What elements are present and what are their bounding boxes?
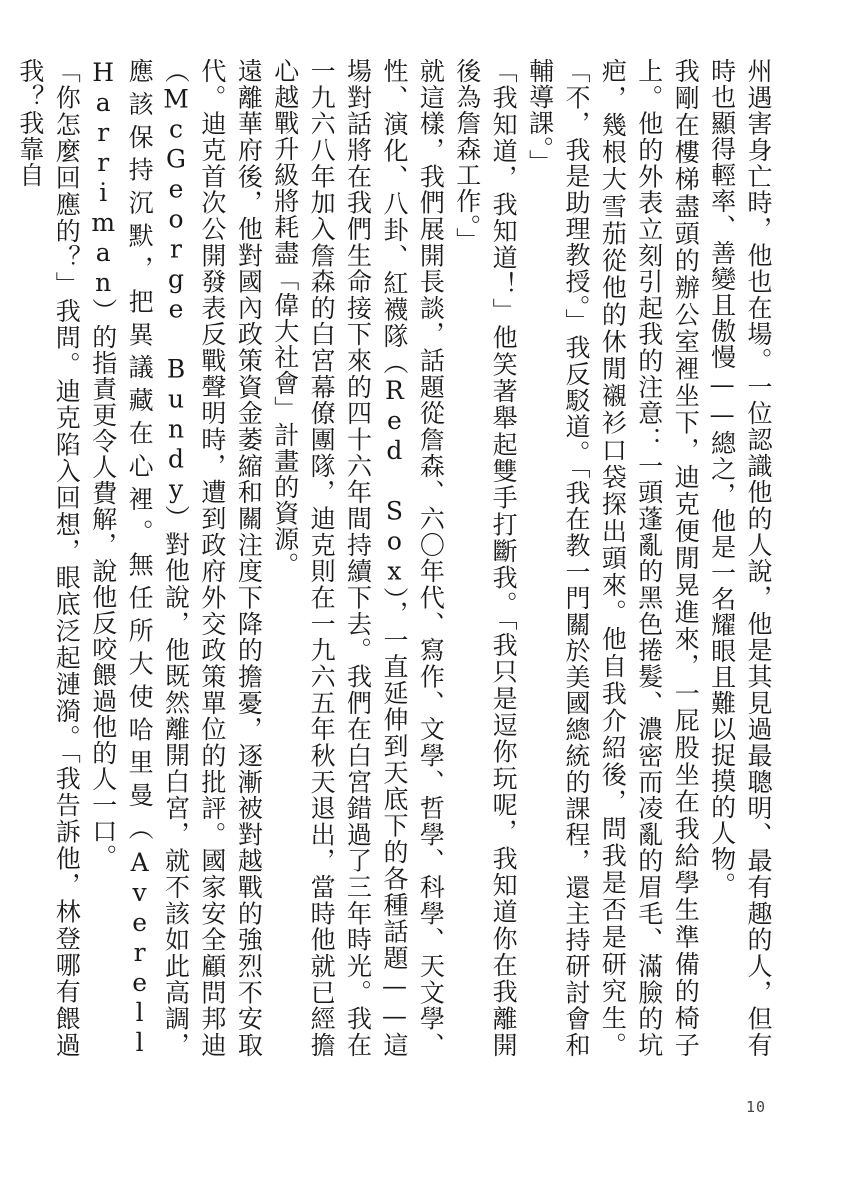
paragraph-4: 就這樣，我們展開長談，話題從詹森、六〇年代、寫作、文學、哲學、科學、天文學、性、演化、八卦、紅襪隊（Red Sox），一直延伸到天底下的各種話題——這場對話將在我們生命接下來的四十六年間持續下去。我們在白宮錯過了三年時光。我在一九六八年加入詹森的白宮幕僚團隊，迪克則在一九六五年秋天退出，當時他就已經擔心越戰升級將耗盡「偉大社會」計畫的資源。 <box>270 58 446 1058</box>
paragraph-1: 州遇害身亡時，他也在場。一位認識他的人說，他是其見過最聰明、最有趣的人，但有時也顯得輕率、善變且傲慢——總之，他是一名耀眼且難以捉摸的人物。 <box>707 58 773 1058</box>
paragraph-2: 我剛在樓梯盡頭的辦公室裡坐下，迪克便閒晃進來，一屁股坐在我給學生準備的椅子上。他的外表立刻引起我的注意：一頭蓬亂的黑色捲髮、濃密而凌亂的眉毛、滿臉的坑疤，幾根大雪茄從他的休閒襯衫口袋探出頭來。他自我介紹後，問我是否是研究生。「不，我是助理教授。」我反駁道。「我在教一門關於美國總統的課程，還主持研討會和輔導課。」 <box>525 58 701 1058</box>
paragraph-5: 遠離華府後，他對國內政策資金萎縮和關注度下降的擔憂，逐漸被對越戰的強烈不安取代。迪克首次公開發表反戰聲明時，遭到政府外交政策單位的批評。國家安全顧問邦迪（McGeorge Bundy）對他說，他既然離開白宮，就不該如此高調，應該保持沉默，把異議藏在心裡。無任所大使哈里曼（Averell Harriman）的指責更令人費解，說他反咬餵過他的人一口。 <box>88 58 264 1058</box>
vertical-body-text <box>15 58 776 1058</box>
page-number: 10 <box>745 1098 766 1116</box>
paragraph-3: 「我知道，我知道！」他笑著舉起雙手打斷我。「我只是逗你玩呢，我知道你在我離開後為詹森工作。」 <box>452 58 519 1058</box>
paragraph-6: 「你怎麼回應的？」我問。迪克陷入回想，眼底泛起漣漪。「我告訴他，林登哪有餵過我？我靠自 <box>15 58 82 1058</box>
